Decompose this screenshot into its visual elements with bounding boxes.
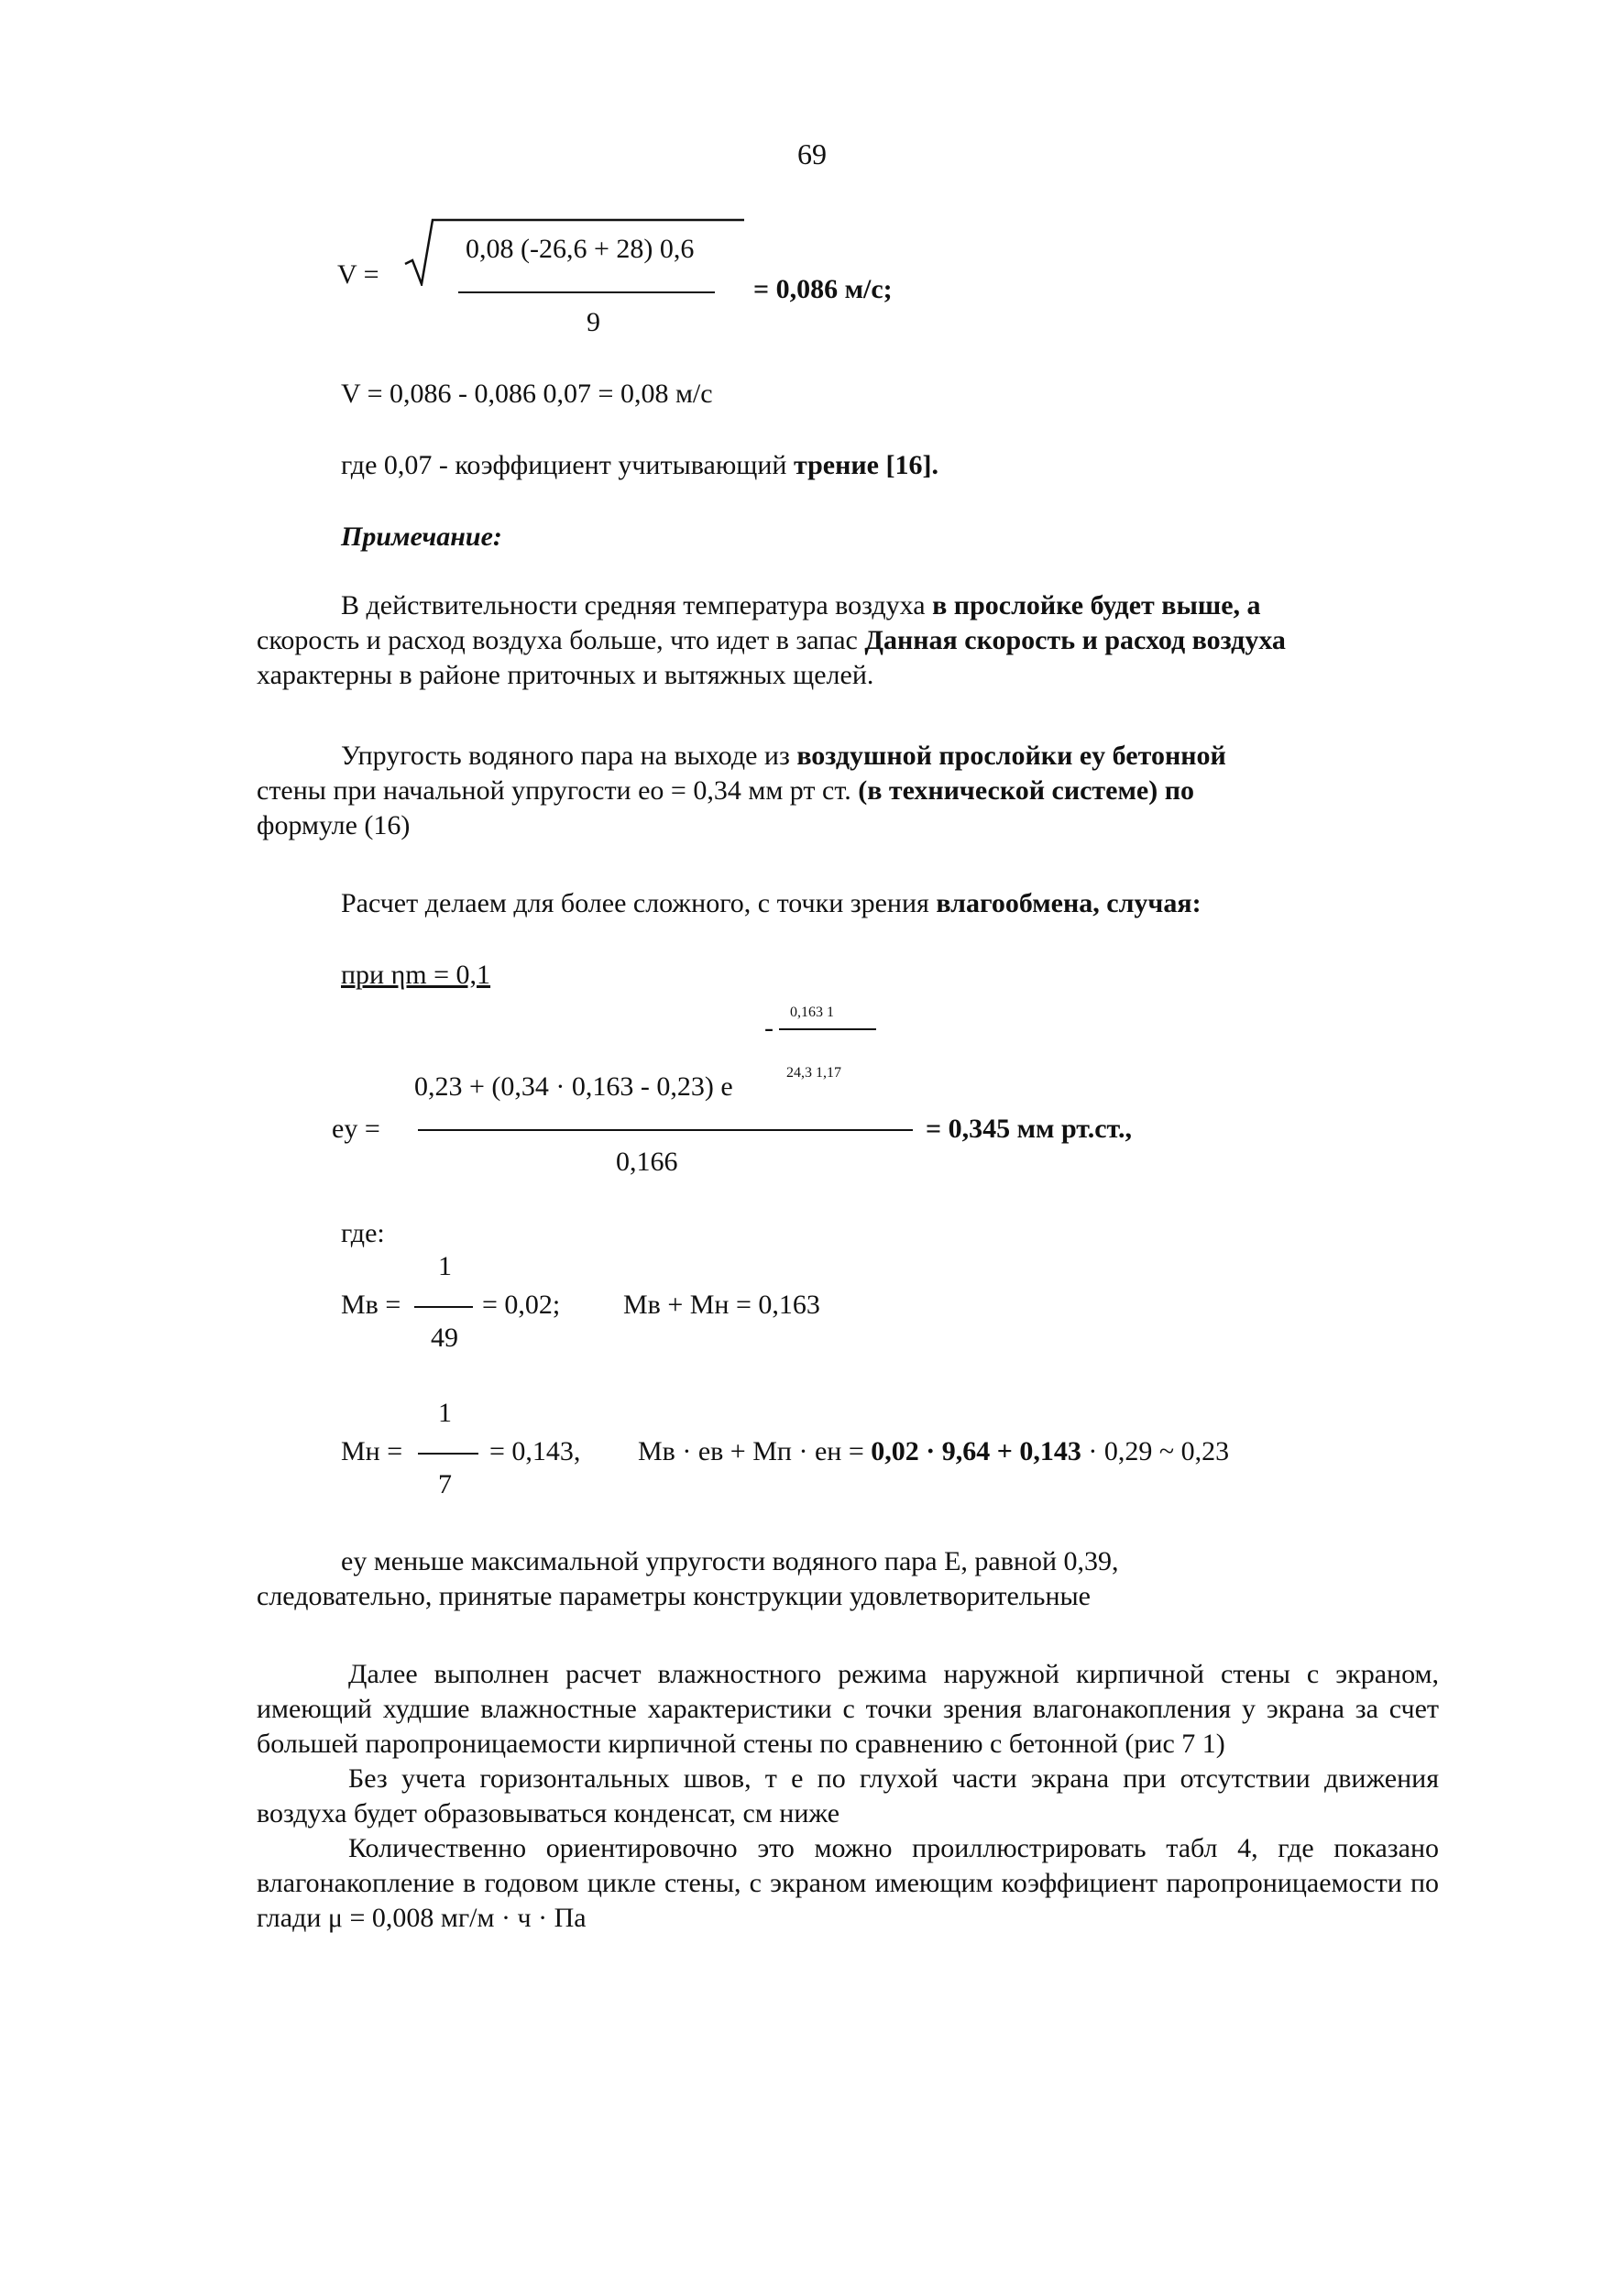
note-bold-1: в прослойке будет выше, а (932, 590, 1261, 620)
formula-v-lhs: V = (337, 259, 379, 290)
fraction-bar (418, 1129, 913, 1131)
page-number: 69 (797, 137, 827, 170)
fraction-bar (458, 291, 715, 293)
mv-lhs: Mв = (341, 1290, 401, 1320)
vapor-paragraph (257, 739, 1439, 843)
exp-denominator: 24,3 1,17 (786, 1065, 841, 1081)
friction-note-text: где 0,07 - коэффициент учитывающий (341, 450, 787, 480)
calc-intro-text: Расчет делаем для более сложного, с точки зрения (341, 888, 929, 918)
vapor-text-3: формуле (16) (257, 810, 411, 840)
table-paragraph: Количественно ориентировочно это можно проиллюстрировать табл 4, где показано влагонакопление в годовом цикле стены, с экраном имеющим коэффициент паропроницаемости по глади μ = 0,008 мг/м · ч · Па (257, 1833, 1439, 1933)
calc-intro (341, 885, 1202, 922)
note-bold-2: Данная скорость и расход воздуха (864, 625, 1286, 655)
velocity-corrected: V = 0,086 - 0,086 0,07 = 0,08 м/с (341, 379, 713, 409)
mv-numerator: 1 (438, 1251, 452, 1281)
conclusion-line-1: eу меньше максимальной упругости водяного пара Е, равной 0,39, (341, 1546, 1119, 1576)
formula-v-result: = 0,086 м/с; (753, 274, 893, 304)
note-text-1: В действительности средняя температура воздуха (341, 590, 933, 620)
condition-eta: при ηm = 0,1 (341, 960, 491, 990)
brick-wall-paragraph: Далее выполнен расчет влажностного режима наружной кирпичной стены с экраном, имеющий худшие влажностные характеристики с точки зрения влагонакопления у экрана за счет большей паропроницаемости кирпичной стены по сравнению с бетонной (рис 7 1) (257, 1659, 1439, 1759)
mn-result: = 0,143, (489, 1436, 581, 1466)
mv-extra: Mв + Mн = 0,163 (623, 1290, 820, 1320)
formula-e-numerator: 0,23 + (0,34 · 0,163 - 0,23) e (414, 1071, 733, 1102)
fraction-bar (418, 1453, 478, 1455)
calc-intro-bold: влагообмена, случая: (936, 888, 1202, 918)
note-text-2: скорость и расход воздуха больше, что идет в запас (257, 625, 865, 655)
mn-extra-text: Mв · eв + Mп · eн = (638, 1436, 864, 1466)
where-label: где: (341, 1218, 385, 1248)
formula-e-lhs: eу = (332, 1114, 380, 1144)
mn-extra-bold: 0,02 · 9,64 + 0,143 (871, 1436, 1081, 1466)
note-heading: Примечание: (341, 522, 502, 552)
vapor-bold-1: воздушной прослойки eу бетонной (796, 741, 1226, 771)
vapor-text-1: Упругость водяного пара на выходе из (341, 741, 797, 771)
exp-minus: - (764, 1013, 774, 1043)
friction-note-bold: трение [16]. (793, 450, 938, 480)
conclusion-line-2: следовательно, принятые параметры конструкции удовлетворительные (257, 1581, 1091, 1611)
mv-result: = 0,02; (482, 1290, 561, 1320)
mn-extra-tail: · 0,29 ~ 0,23 (1088, 1436, 1230, 1466)
formula-e-denominator: 0,166 (616, 1147, 678, 1177)
note-text-3: характерны в районе приточных и вытяжных щелей. (257, 660, 874, 690)
exp-fraction-bar (779, 1028, 876, 1030)
vapor-text-2: стены при начальной упругости eо = 0,34 мм рт ст. (257, 775, 859, 806)
note-paragraph (257, 588, 1439, 693)
formula-e-result: = 0,345 мм рт.ст., (926, 1114, 1133, 1144)
formula-v-denominator: 9 (587, 307, 600, 337)
mv-denominator: 49 (431, 1323, 458, 1353)
body-paragraphs (257, 1657, 1439, 1936)
seams-paragraph: Без учета горизонтальных швов, т е по глухой части экрана при отсутствии движения воздуха будет образовываться конденсат, см ниже (257, 1763, 1439, 1828)
exp-numerator: 0,163 1 (790, 1005, 834, 1020)
vapor-bold-2: (в технической системе) по (858, 775, 1194, 806)
mn-numerator: 1 (438, 1398, 452, 1428)
mn-denominator: 7 (438, 1469, 452, 1499)
mn-extra (638, 1433, 1229, 1470)
formula-v-numerator: 0,08 (-26,6 + 28) 0,6 (466, 234, 695, 264)
mn-lhs: Mн = (341, 1436, 403, 1466)
friction-note (341, 447, 938, 484)
fraction-bar (414, 1306, 473, 1308)
